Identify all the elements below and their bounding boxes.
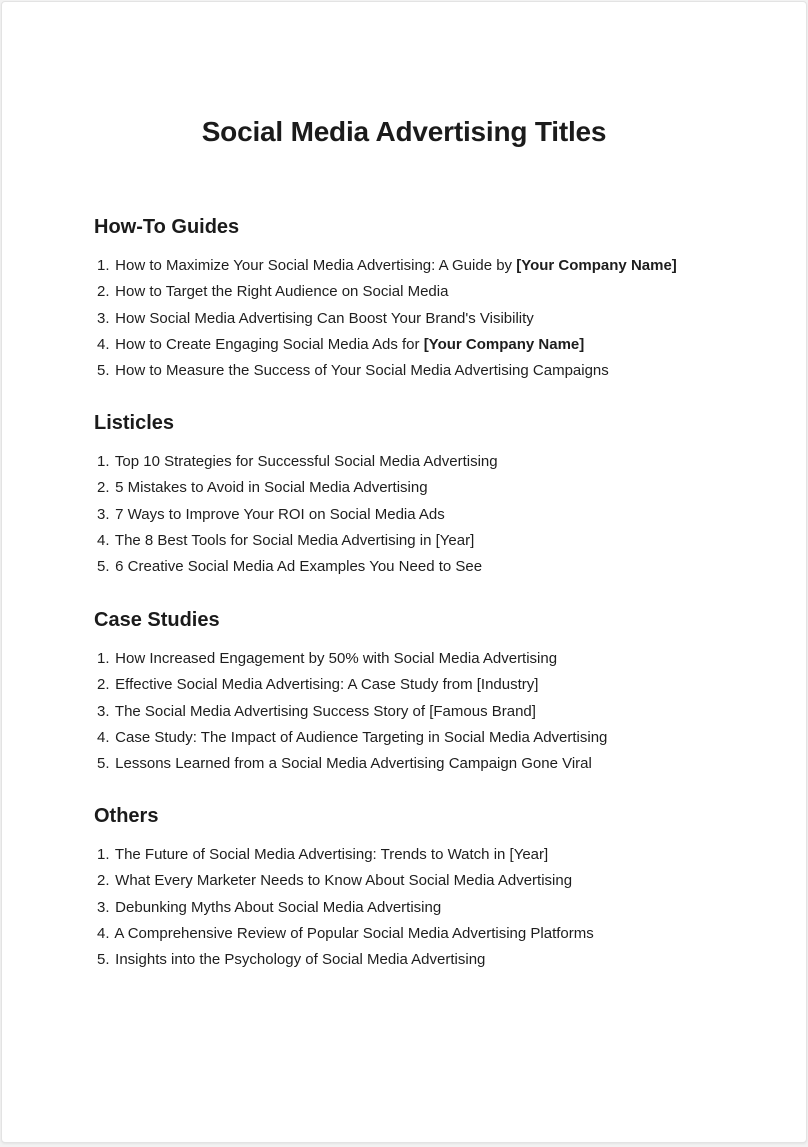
list-item [94,475,734,501]
item-text: How to Maximize Your Social Media Advertising: A Guide by [115,257,517,274]
section-listicles [94,409,734,580]
item-text: A Comprehensive Review of Popular Social Media Advertising Platforms [114,924,594,942]
title-list [94,449,734,580]
item-text: The Social Media Advertising Success Story of [Famous Brand] [114,702,536,720]
list-item [94,672,734,698]
list-item [94,699,734,725]
item-text: 6 Creative Social Media Ad Examples You Need to See [115,558,483,576]
list-item [94,842,734,868]
item-number: 4. [97,531,110,549]
item-number: 2. [97,872,110,890]
list-item [94,528,734,554]
item-text: Top 10 Strategies for Successful Social Media Advertising [114,453,498,470]
item-text: How to Target the Right Audience on Social Media [115,283,449,301]
document-title: Social Media Advertising Titles [201,116,607,147]
item-number: 5. [97,362,110,380]
item-number: 2. [97,676,110,694]
title-list [94,646,734,777]
item-text: Case Study: The Impact of Audience Targeting in Social Media Advertising [115,728,608,746]
item-text: How Social Media Advertising Can Boost Your Brand's Visibility [115,309,534,327]
list-item [94,921,734,947]
document-page [1,1,807,1143]
section-case-studies [94,606,734,777]
list-item [94,868,734,894]
list-item [94,358,734,384]
section-heading: Case Studies [94,609,220,631]
item-number: 5. [97,558,110,576]
section-how-to-guides [94,213,734,384]
item-number: 3. [97,898,110,916]
item-text: Effective Social Media Advertising: A Case Study from [Industry] [115,676,539,694]
item-text: The Future of Social Media Advertising: Trends to Watch in [Year] [114,846,549,863]
list-item [94,502,734,528]
section-heading: How-To Guides [94,216,240,238]
item-number: 4. [97,924,110,942]
title-list [94,842,734,973]
list-item [94,332,734,358]
item-number: 1. [97,257,110,274]
item-text: Debunking Myths About Social Media Advertising [115,898,442,916]
section-others [94,802,734,973]
item-number: 5. [97,755,110,773]
list-item [94,947,734,973]
item-number: 2. [97,283,110,301]
section-heading: Others [94,805,159,827]
item-text: Insights into the Psychology of Social Media Advertising [115,951,486,969]
section-heading: Listicles [94,412,175,434]
item-number: 3. [97,309,110,327]
list-item [94,253,734,279]
item-number: 1. [97,453,110,470]
item-number: 3. [97,505,110,523]
list-item [94,554,734,580]
list-item [94,646,734,672]
list-item [94,725,734,751]
item-text: How Increased Engagement by 50% with Social Media Advertising [115,650,558,667]
title-list [94,253,734,384]
item-text: 7 Ways to Improve Your ROI on Social Media Ads [115,505,445,523]
item-text: What Every Marketer Needs to Know About Social Media Advertising [115,872,573,890]
list-item [94,895,734,921]
item-number: 1. [97,650,110,667]
item-number: 1. [97,846,110,863]
item-text: 5 Mistakes to Avoid in Social Media Advertising [115,479,428,497]
item-number: 2. [97,479,110,497]
item-number: 4. [97,335,110,353]
list-item [94,449,734,475]
item-number: 4. [97,728,110,746]
item-placeholder: [Your Company Name] [423,335,585,353]
list-item [94,306,734,332]
item-text: Lessons Learned from a Social Media Advertising Campaign Gone Viral [115,755,592,773]
item-number: 5. [97,951,110,969]
item-text: How to Measure the Success of Your Social Media Advertising Campaigns [115,362,609,380]
item-number: 3. [97,702,110,720]
list-item [94,751,734,777]
item-text: How to Create Engaging Social Media Ads for [115,335,424,353]
list-item [94,279,734,305]
item-text: The 8 Best Tools for Social Media Advertising in [Year] [114,531,475,549]
item-placeholder: [Your Company Name] [516,257,677,274]
